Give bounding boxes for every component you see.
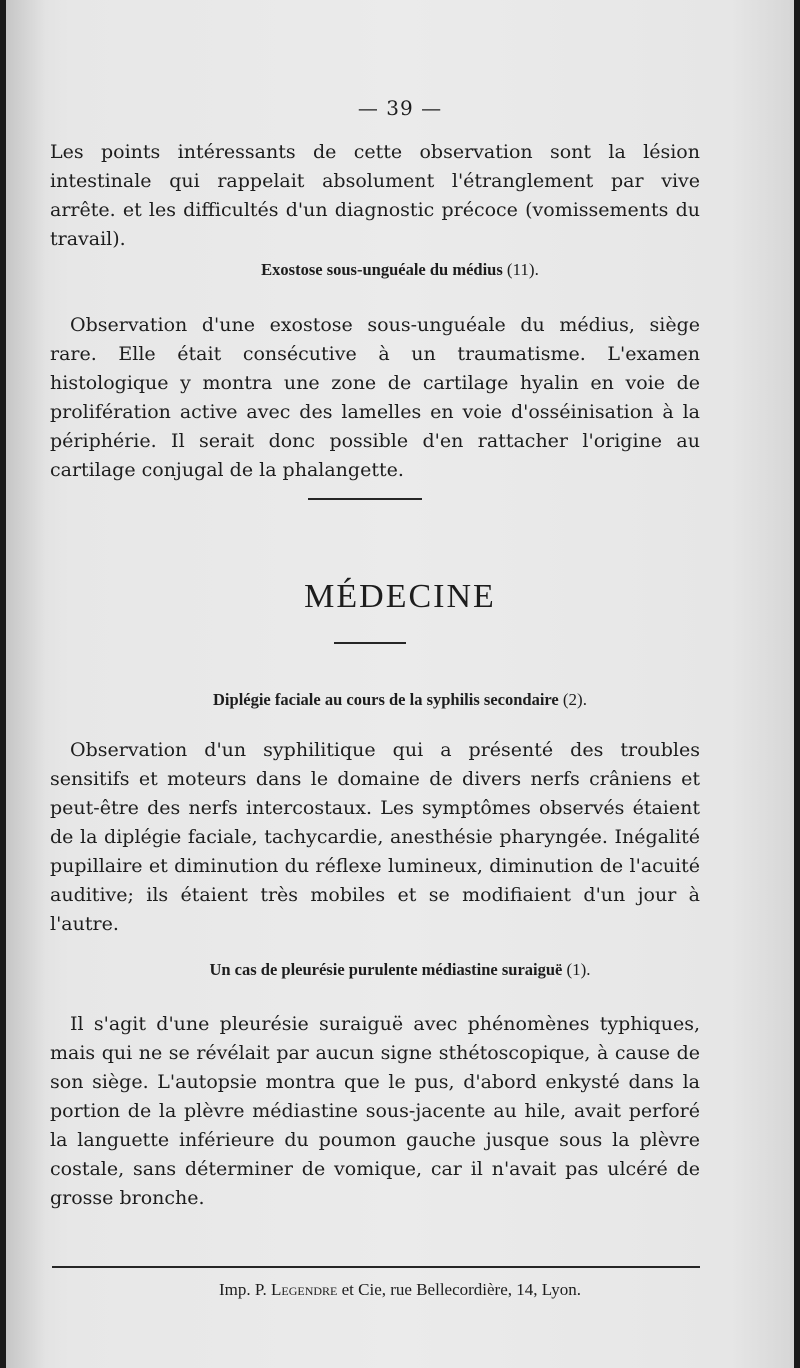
exostose-ref: (11). [506,260,539,279]
diplegie-title: Diplégie faciale au cours de la syphilis secondaire [213,690,559,709]
pleuresie-paragraph: Il s'agit d'une pleurésie suraiguë avec phénomènes typhiques, mais qui ne se révélait par aucun signe sthétoscopique, à cause de son siège. L'autopsie montra que le pus, d'abord enkysté dans la portion de la plèvre médiastine sous-jacente au hile, avait perforé la languette inférieure du poumon gauche jusque sous la plèvre costale, sans déterminer de vomique, car il n'avait pas ulcéré de grosse bronche. [50,1013,700,1209]
footer-rule [52,1266,700,1268]
footer-address: et Cie, rue Bellecordière, 14, Lyon. [341,1280,581,1299]
intro-paragraph: Les points intéressants de cette observation sont la lésion intestinale qui rappelait absolument l'étranglement par vive arrête. et les difficultés d'un diagnostic précoce (vomissements du travail). [50,141,700,250]
pleuresie-title: Un cas de pleurésie purulente médiastine suraiguë [209,960,563,979]
section-title: MÉDECINE [304,578,496,615]
footer-printer-name: Legendre [270,1280,338,1299]
exostose-title: Exostose sous-unguéale du médius [261,260,503,279]
document-page [6,0,794,1368]
diplegie-paragraph: Observation d'un syphilitique qui a présenté des troubles sensitifs et moteurs dans le domaine de divers nerfs crâniens et peut-être des nerfs intercostaux. Les symptômes observés étaient de la diplégie faciale, tachycardie, anesthésie pharyngée. Inégalité pupillaire et diminution du réflexe lumineux, diminution de l'acuité auditive; ils étaient très mobiles et se modifiaient d'un jour à l'autre. [50,739,700,935]
section-divider-top [308,498,422,500]
printer-footer [6,1280,794,1300]
footer-prefix: Imp. P. [219,1280,267,1299]
page-number: — 39 — [357,96,443,120]
diplegie-ref: (2). [562,690,587,709]
exostose-paragraph: Observation d'une exostose sous-unguéale du médius, siège rare. Elle était consécutive à un traumatisme. L'examen histologique y montra une zone de cartilage hyalin en voie de prolifération active avec des lamelles en voie d'osséinisation à la périphérie. Il serait donc possible d'en rattacher l'origine au cartilage conjugal de la phalangette. [50,314,700,481]
pleuresie-ref: (1). [566,960,591,979]
diplegie-heading [6,690,794,710]
exostose-heading [6,260,794,280]
pleuresie-heading [6,960,794,980]
section-divider-bottom [334,642,406,644]
page-edge-shadow [6,0,46,1368]
